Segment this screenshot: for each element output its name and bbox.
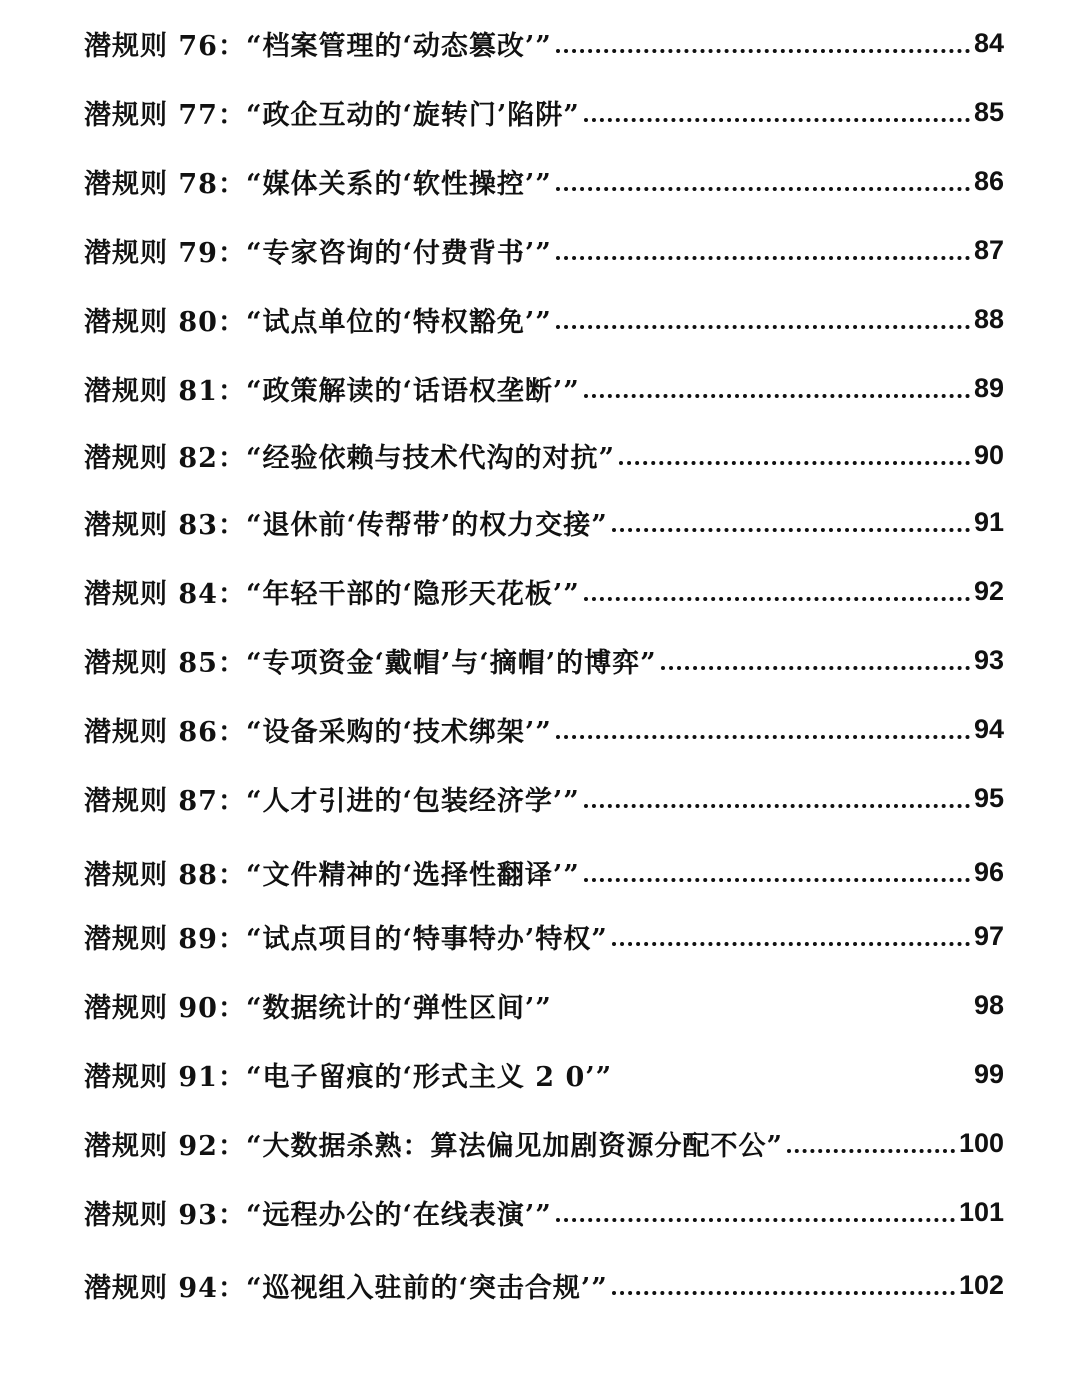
toc-page-number: 96 xyxy=(973,856,1004,887)
toc-entry-94[interactable] xyxy=(84,1262,1004,1308)
toc-entry-85[interactable] xyxy=(84,637,1004,683)
toc-entry-88[interactable] xyxy=(84,849,1004,895)
toc-page-number: 85 xyxy=(973,96,1004,127)
toc-page-number: 89 xyxy=(973,372,1004,403)
toc-page-number: 102 xyxy=(958,1269,1004,1300)
toc-entry-82[interactable] xyxy=(84,432,1004,478)
toc-entry-title: 潜规则 94：“巡视组入驻前的‘突击合规’” xyxy=(84,1272,608,1304)
toc-page-number: 91 xyxy=(973,506,1004,537)
toc-entry-80[interactable] xyxy=(84,296,1004,342)
toc-page-number: 97 xyxy=(973,920,1004,951)
toc-page-number: 101 xyxy=(958,1196,1004,1227)
toc-page-number: 90 xyxy=(973,439,1004,470)
toc-entry-title: 潜规则 79：“专家咨询的‘付费背书’” xyxy=(84,237,552,269)
toc-page-number: 84 xyxy=(973,27,1004,58)
toc-entry-title: 潜规则 80：“试点单位的‘特权豁免’” xyxy=(84,306,552,338)
toc-entry-89[interactable] xyxy=(84,913,1004,959)
toc-entry-title: 潜规则 86：“设备采购的‘技术绑架’” xyxy=(84,716,552,748)
toc-entry-91[interactable] xyxy=(84,1051,1004,1097)
toc-page-number: 100 xyxy=(958,1127,1004,1158)
toc-entry-87[interactable] xyxy=(84,775,1004,821)
toc-entry-title: 潜规则 88：“文件精神的‘选择性翻译’” xyxy=(84,859,580,891)
toc-entry-93[interactable] xyxy=(84,1189,1004,1235)
dot-leader xyxy=(612,942,970,946)
toc-entry-86[interactable] xyxy=(84,706,1004,752)
dot-leader xyxy=(556,325,970,329)
toc-page-number: 99 xyxy=(973,1058,1004,1089)
dot-leader xyxy=(556,187,970,191)
toc-entry-title: 潜规则 92：“大数据杀熟：算法偏见加剧资源分配不公” xyxy=(84,1130,784,1162)
dot-leader xyxy=(556,256,970,260)
toc-page-number: 95 xyxy=(973,782,1004,813)
dot-leader xyxy=(584,878,970,882)
toc-entry-title: 潜规则 93：“远程办公的‘在线表演’” xyxy=(84,1199,552,1231)
dot-leader xyxy=(661,666,970,670)
toc-entry-title: 潜规则 83：“退休前‘传帮带’的权力交接” xyxy=(84,509,608,541)
toc-entry-title: 潜规则 91：“电子留痕的‘形式主义 2 0’” xyxy=(84,1061,613,1093)
toc-page-number: 94 xyxy=(973,713,1004,744)
toc-page-number: 87 xyxy=(973,234,1004,265)
toc-entry-title: 潜规则 82：“经验依赖与技术代沟的对抗” xyxy=(84,442,616,474)
toc-entry-title: 潜规则 81：“政策解读的‘话语权垄断’” xyxy=(84,375,580,407)
toc-page-number: 98 xyxy=(973,989,1004,1020)
toc-entry-84[interactable] xyxy=(84,568,1004,614)
toc-entry-title: 潜规则 85：“专项资金‘戴帽’与‘摘帽’的博弈” xyxy=(84,647,657,679)
toc-entry-81[interactable] xyxy=(84,365,1004,411)
toc-page-number: 86 xyxy=(973,165,1004,196)
toc-entry-83[interactable] xyxy=(84,499,1004,545)
toc-entry-77[interactable] xyxy=(84,89,1004,135)
dot-leader xyxy=(556,49,970,53)
dot-leader xyxy=(584,597,970,601)
dot-leader xyxy=(584,394,970,398)
dot-leader xyxy=(612,528,970,532)
dot-leader xyxy=(787,1149,955,1153)
toc-entry-title: 潜规则 78：“媒体关系的‘软性操控’” xyxy=(84,168,552,200)
toc-entry-title: 潜规则 90：“数据统计的‘弹性区间’” xyxy=(84,992,552,1024)
toc-entry-title: 潜规则 76：“档案管理的‘动态篡改’” xyxy=(84,30,552,62)
dot-leader xyxy=(556,735,970,739)
dot-leader xyxy=(556,1218,955,1222)
toc-entry-76[interactable] xyxy=(84,20,1004,66)
toc-entry-78[interactable] xyxy=(84,158,1004,204)
dot-leader xyxy=(612,1291,955,1295)
toc-entry-90[interactable] xyxy=(84,982,1004,1028)
dot-leader xyxy=(584,118,970,122)
toc-entry-title: 潜规则 77：“政企互动的‘旋转门’陷阱” xyxy=(84,99,580,131)
dot-leader xyxy=(619,461,970,465)
dot-leader xyxy=(584,804,970,808)
toc-entry-title: 潜规则 89：“试点项目的‘特事特办’特权” xyxy=(84,923,608,955)
toc-entry-title: 潜规则 87：“人才引进的‘包装经济学’” xyxy=(84,785,580,817)
toc-page-number: 88 xyxy=(973,303,1004,334)
toc-page-number: 92 xyxy=(973,575,1004,606)
toc-entry-79[interactable] xyxy=(84,227,1004,273)
toc-entry-92[interactable] xyxy=(84,1120,1004,1166)
toc-page-number: 93 xyxy=(973,644,1004,675)
toc-entry-title: 潜规则 84：“年轻干部的‘隐形天花板’” xyxy=(84,578,580,610)
